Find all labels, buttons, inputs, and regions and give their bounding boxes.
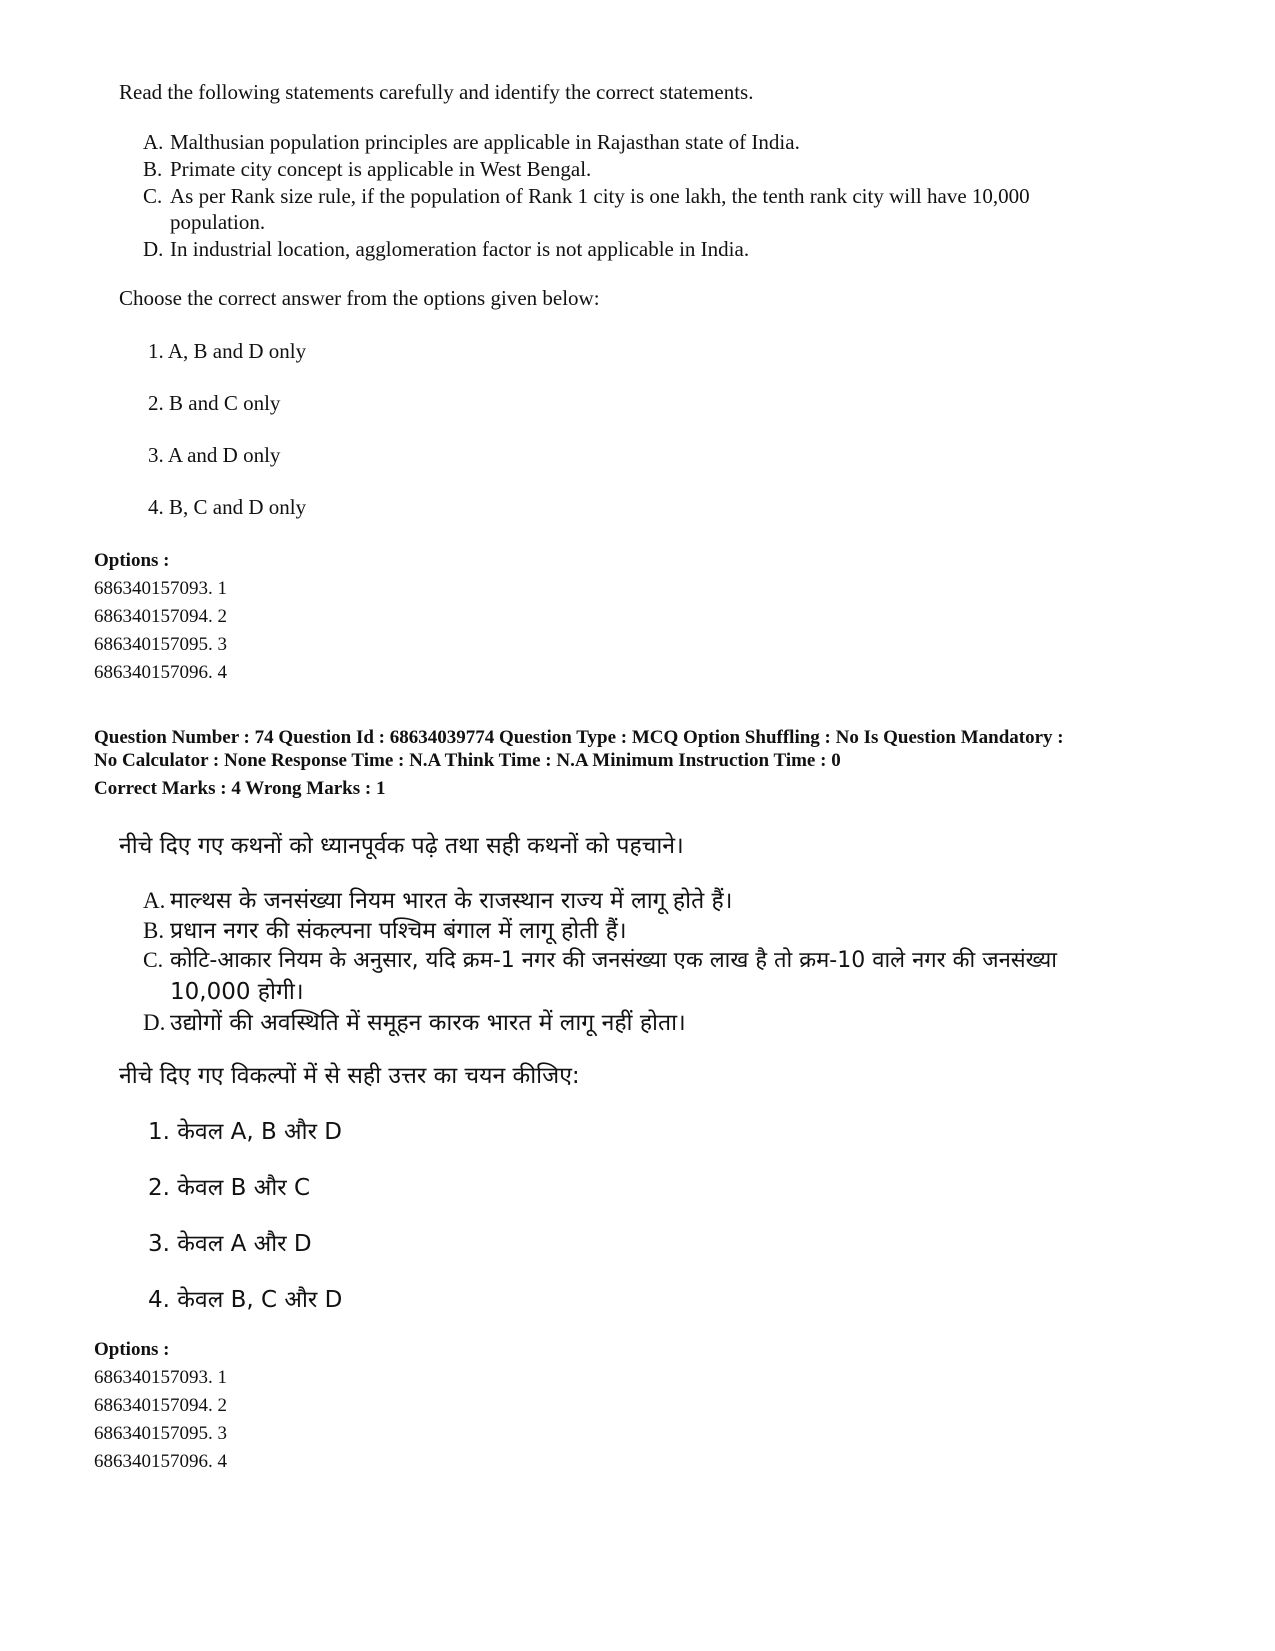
- question-stem-hindi: नीचे दिए गए कथनों को ध्यानपूर्वक पढ़े तथा सही कथनों को पहचाने।: [119, 833, 684, 859]
- statement-label: D.: [143, 1010, 166, 1035]
- statement-label: B.: [143, 157, 163, 181]
- choose-instruction-hindi: नीचे दिए गए विकल्पों में से सही उत्तर का चयन कीजिए:: [119, 1063, 580, 1089]
- statement-text: Malthusian population principles are applicable in Rajasthan state of India.: [170, 130, 800, 154]
- statement-c-continuation-english: population.: [170, 210, 266, 234]
- statement-c-hindi: [143, 944, 1183, 974]
- statement-c-english: [143, 184, 1163, 209]
- statement-label: D.: [143, 237, 164, 261]
- options-heading: Options :: [94, 1339, 170, 1360]
- statement-label: A.: [143, 888, 166, 913]
- statement-d-hindi: [143, 1005, 1183, 1037]
- option-id-line: 686340157095. 3: [94, 1423, 227, 1444]
- statement-d-english: [143, 237, 1163, 262]
- choice-4-english: 4. B, C and D only: [148, 495, 307, 519]
- choice-4-hindi: 4. केवल B, C और D: [148, 1287, 343, 1313]
- statement-text: कोटि-आकार नियम के अनुसार, यदि क्रम-1 नगर की जनसंख्या एक लाख है तो क्रम-10 वाले नगर की जनसंख्या: [170, 948, 1057, 973]
- question-meta-line-2: No Calculator : None Response Time : N.A Think Time : N.A Minimum Instruction Time : 0: [94, 750, 841, 771]
- statement-a-hindi: [143, 883, 1183, 915]
- statement-a-english: [143, 130, 1163, 155]
- statement-text: In industrial location, agglomeration factor is not applicable in India.: [170, 237, 750, 261]
- option-id-line: 686340157094. 2: [94, 1395, 227, 1416]
- choose-instruction-english: Choose the correct answer from the options given below:: [119, 286, 600, 310]
- choice-3-english: 3. A and D only: [148, 443, 281, 467]
- statement-text: प्रधान नगर की संकल्पना पश्चिम बंगाल में लागू होती हैं।: [170, 918, 627, 944]
- option-id-line: 686340157093. 1: [94, 578, 227, 599]
- marks-line: Correct Marks : 4 Wrong Marks : 1: [94, 778, 386, 799]
- choice-1-english: 1. A, B and D only: [148, 339, 307, 363]
- statement-text: Primate city concept is applicable in West Bengal.: [170, 157, 592, 181]
- choice-3-hindi: 3. केवल A और D: [148, 1231, 312, 1257]
- question-meta-line-1: Question Number : 74 Question Id : 68634039774 Question Type : MCQ Option Shuffling : No Is Question Mandatory :: [94, 727, 1064, 748]
- statement-c-continuation-hindi: 10,000 होगी।: [170, 979, 304, 1005]
- statement-label: B.: [143, 918, 165, 943]
- statement-label: C.: [143, 947, 164, 972]
- option-id-line: 686340157095. 3: [94, 634, 227, 655]
- question-stem-english: Read the following statements carefully and identify the correct statements.: [119, 80, 754, 104]
- statement-text: माल्थस के जनसंख्या नियम भारत के राजस्थान राज्य में लागू होते हैं।: [170, 888, 733, 914]
- statement-b-english: [143, 157, 1163, 182]
- options-heading: Options :: [94, 550, 170, 571]
- statement-text: As per Rank size rule, if the population of Rank 1 city is one lakh, the tenth rank city will have 10,000: [170, 184, 1030, 208]
- option-id-line: 686340157093. 1: [94, 1367, 227, 1388]
- choice-2-english: 2. B and C only: [148, 391, 281, 415]
- statement-b-hindi: [143, 913, 1183, 945]
- option-id-line: 686340157096. 4: [94, 662, 227, 683]
- statement-label: C.: [143, 184, 163, 208]
- option-id-line: 686340157094. 2: [94, 606, 227, 627]
- statement-text: उद्योगों की अवस्थिति में समूहन कारक भारत में लागू नहीं होता।: [170, 1010, 686, 1036]
- choice-2-hindi: 2. केवल B और C: [148, 1175, 311, 1201]
- choice-1-hindi: 1. केवल A, B और D: [148, 1119, 343, 1145]
- option-id-line: 686340157096. 4: [94, 1451, 227, 1472]
- statement-label: A.: [143, 130, 164, 154]
